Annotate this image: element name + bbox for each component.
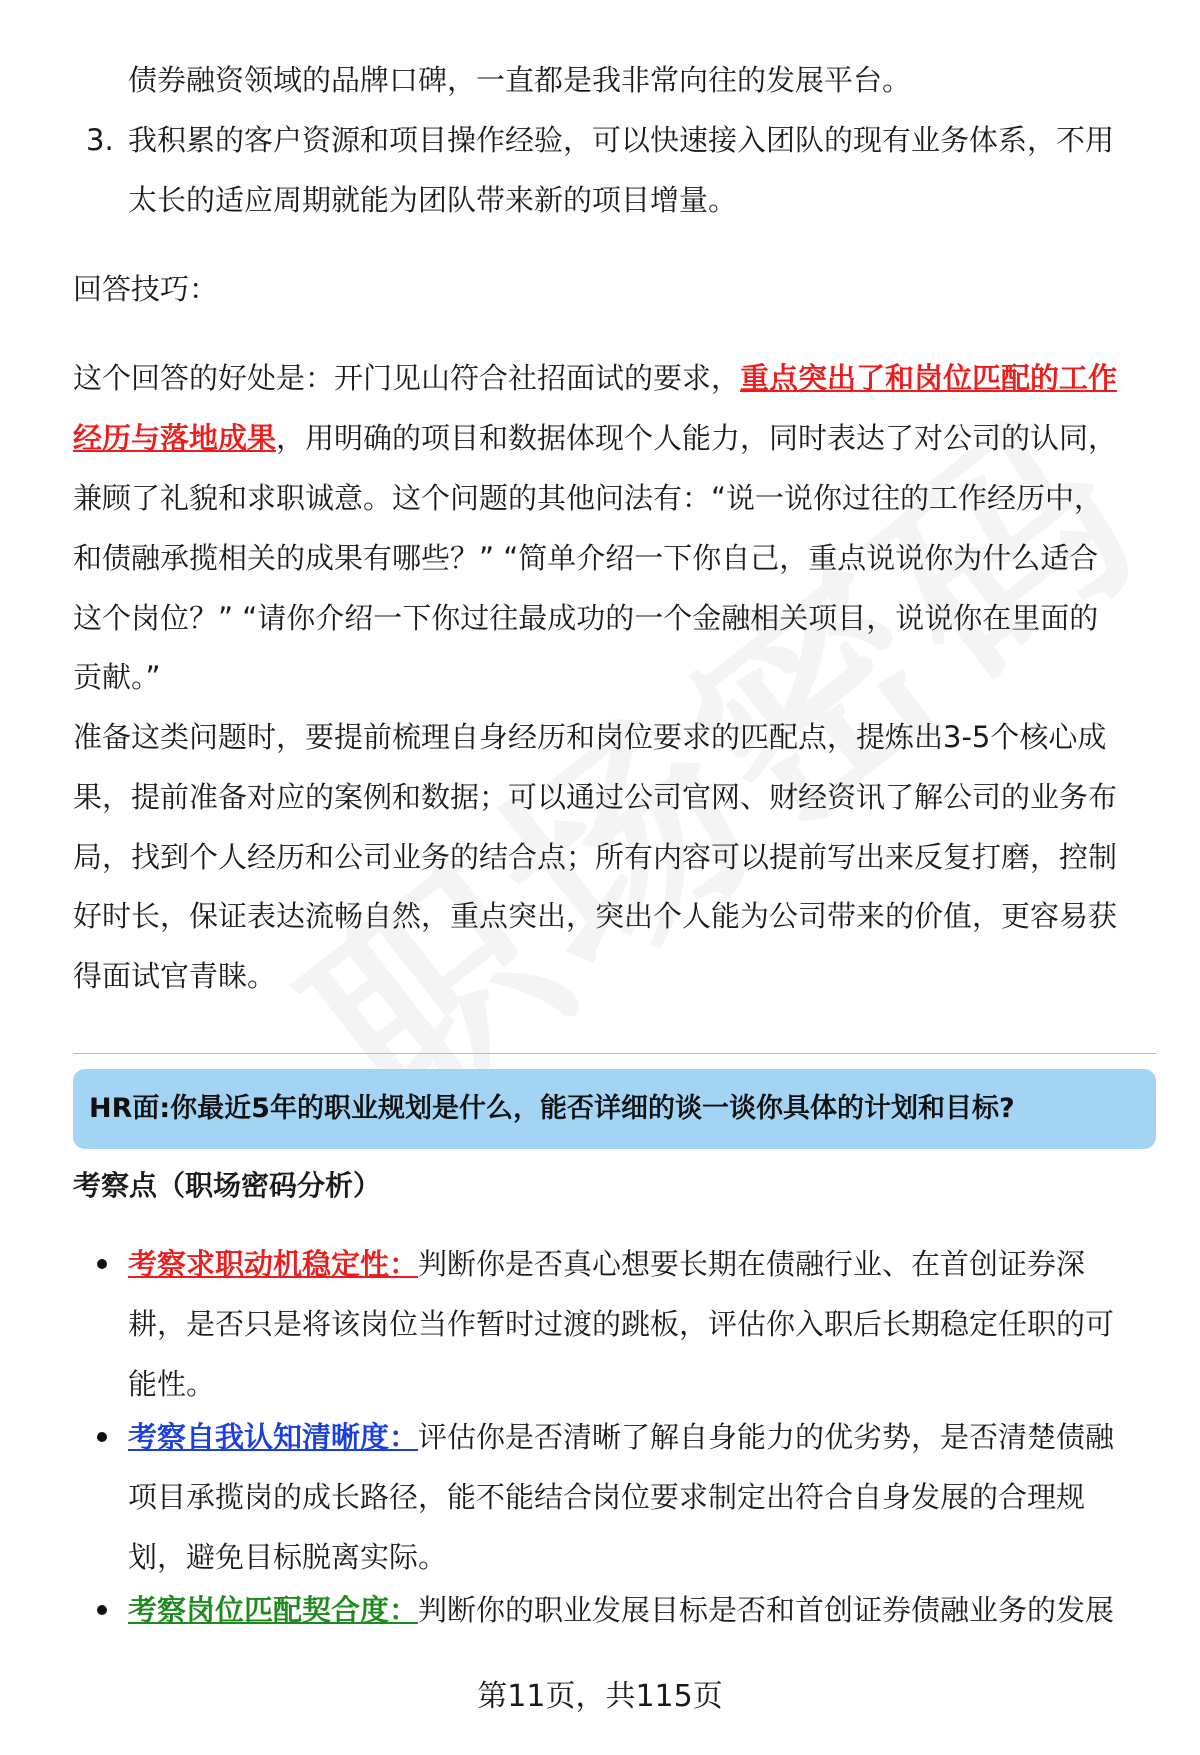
tips-para2-line5: 得面试官青睐。 (73, 959, 277, 993)
tips-text: ，用明确的项目和数据体现个人能力，同时表达了对公司的认同， (276, 421, 1118, 455)
bullet-1-line-1 (128, 1244, 1085, 1284)
bullet-label: 考察自我认知清晰度： (128, 1420, 419, 1454)
section-heading: 考察点（职场密码分析） (73, 1169, 382, 1202)
question-text: HR面:你最近5年的职业规划是什么，能否详细的谈一谈你具体的计划和目标? (89, 1093, 1015, 1124)
bullet-1-line-2: 耕，是否只是将该岗位当作暂时过渡的跳板，评估你入职后长期稳定任职的可 (128, 1307, 1115, 1341)
highlight-text: 重点突出了和岗位匹配的工作 (740, 361, 1118, 395)
bullet-text: 判断你是否真心想要长期在债融行业、在首创证券深 (418, 1247, 1086, 1281)
bullet-text: 评估你是否清晰了解自身能力的优劣势，是否清楚债融 (418, 1420, 1115, 1454)
highlight-text: 经历与落地成果 (73, 421, 277, 455)
bullet-label: 考察岗位匹配契合度： (128, 1593, 419, 1627)
tips-para1-line4: 和债融承揽相关的成果有哪些？” “简单介绍一下你自己，重点说说你为什么适合 (73, 541, 1099, 575)
tips-para2-line4: 好时长，保证表达流畅自然，重点突出，突出个人能为公司带来的价值，更容易获 (73, 899, 1118, 933)
list-item-3-line-1: 我积累的客户资源和项目操作经验，可以快速接入团队的现有业务体系，不用 (128, 123, 1115, 157)
tips-text: 这个回答的好处是：开门见山符合社招面试的要求， (73, 361, 741, 395)
bullet-3-line-1 (128, 1590, 1114, 1630)
bullet-text: 判断你的职业发展目标是否和首创证券债融业务的发展 (418, 1593, 1115, 1627)
bullet-label: 考察求职动机稳定性： (128, 1247, 419, 1281)
tips-para1-line2 (73, 418, 1117, 458)
divider (73, 1053, 1156, 1054)
tips-para1-line6: 贡献。” (73, 660, 161, 694)
tips-title: 回答技巧： (73, 272, 219, 306)
bullet-dot-icon (97, 1259, 107, 1269)
list-number-3: 3. (86, 123, 114, 157)
tips-para1-line1 (73, 358, 1117, 398)
page-number: 第11页，共115页 (477, 1679, 723, 1714)
tips-para1-line3: 兼顾了礼貌和求职诚意。这个问题的其他问法有：“说一说你过往的工作经历中， (73, 481, 1104, 515)
list-item-2-continuation: 债券融资领域的品牌口碑，一直都是我非常向往的发展平台。 (128, 63, 912, 97)
bullet-1-line-3: 能性。 (128, 1367, 216, 1401)
bullet-2-line-2: 项目承揽岗的成长路径，能不能结合岗位要求制定出符合自身发展的合理规 (128, 1480, 1086, 1514)
tips-para1-line5: 这个岗位？” “请你介绍一下你过往最成功的一个金融相关项目，说说你在里面的 (73, 601, 1099, 635)
tips-para2-line1: 准备这类问题时，要提前梳理自身经历和岗位要求的匹配点，提炼出3-5个核心成 (73, 720, 1107, 754)
tips-para2-line2: 果，提前准备对应的案例和数据；可以通过公司官网、财经资讯了解公司的业务布 (73, 780, 1118, 814)
bullet-dot-icon (97, 1432, 107, 1442)
bullet-2-line-3: 划，避免目标脱离实际。 (128, 1540, 448, 1574)
list-item-3-line-2: 太长的适应周期就能为团队带来新的项目增量。 (128, 183, 738, 217)
bullet-dot-icon (97, 1605, 107, 1615)
tips-para2-line3: 局，找到个人经历和公司业务的结合点；所有内容可以提前写出来反复打磨，控制 (73, 840, 1118, 874)
question-box (73, 1069, 1156, 1149)
bullet-2-line-1 (128, 1417, 1114, 1457)
